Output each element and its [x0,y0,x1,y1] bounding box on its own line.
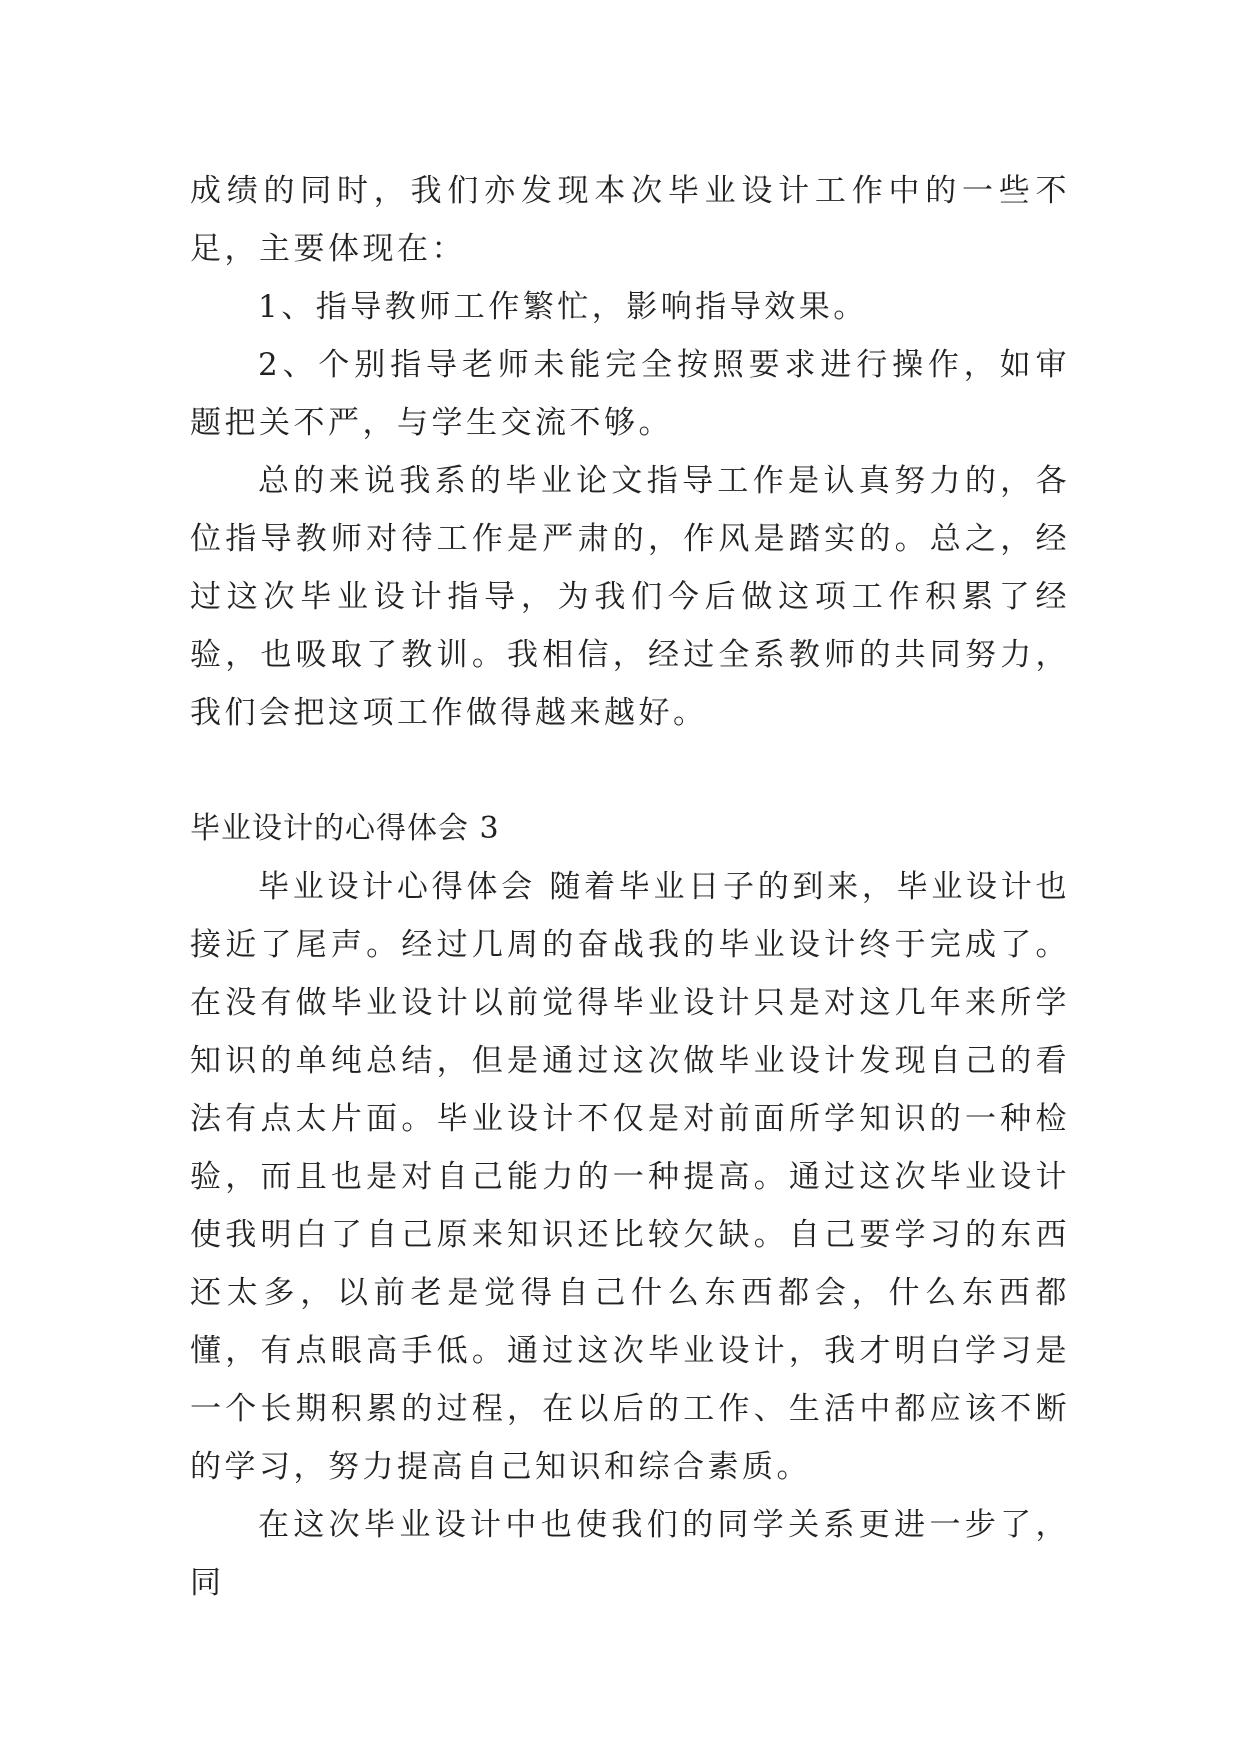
list-item-2: 2、个别指导老师未能完全按照要求进行操作，如审题把关不严，与学生交流不够。 [190,347,1070,441]
list-item-1: 1、指导教师工作繁忙，影响指导效果。 [258,289,868,325]
document-body [190,162,1070,1612]
section-paragraph-2: 在这次毕业设计中也使我们的同学关系更进一步了，同 [190,1507,1070,1601]
section-paragraph-1: 毕业设计心得体会 随着毕业日子的到来，毕业设计也接近了尾声。经过几周的奋战我的毕业设计终于完成了。在没有做毕业设计以前觉得毕业设计只是对这几年来所学知识的单纯总结，但是通过这次做毕业设计发现自己的看法有点太片面。毕业设计不仅是对前面所学知识的一种检验，而且也是对自己能力的一种提高。通过这次毕业设计使我明白了自己原来知识还比较欠缺。自己要学习的东西还太多，以前老是觉得自己什么东西都会，什么东西都懂，有点眼高手低。通过这次毕业设计，我才明白学习是一个长期积累的过程，在以后的工作、生活中都应该不断的学习，努力提高自己知识和综合素质。 [190,869,1070,1485]
paragraph-continuation: 成绩的同时，我们亦发现本次毕业设计工作中的一些不足，主要体现在： [190,173,1070,267]
section-spacer [190,742,1070,800]
section-title: 毕业设计的心得体会 3 [190,811,500,846]
summary-paragraph: 总的来说我系的毕业论文指导工作是认真努力的，各位指导教师对待工作是严肃的，作风是踏实的。总之，经过这次毕业设计指导，为我们今后做这项工作积累了经验，也吸取了教训。我相信，经过全系教师的共同努力，我们会把这项工作做得越来越好。 [190,463,1070,731]
